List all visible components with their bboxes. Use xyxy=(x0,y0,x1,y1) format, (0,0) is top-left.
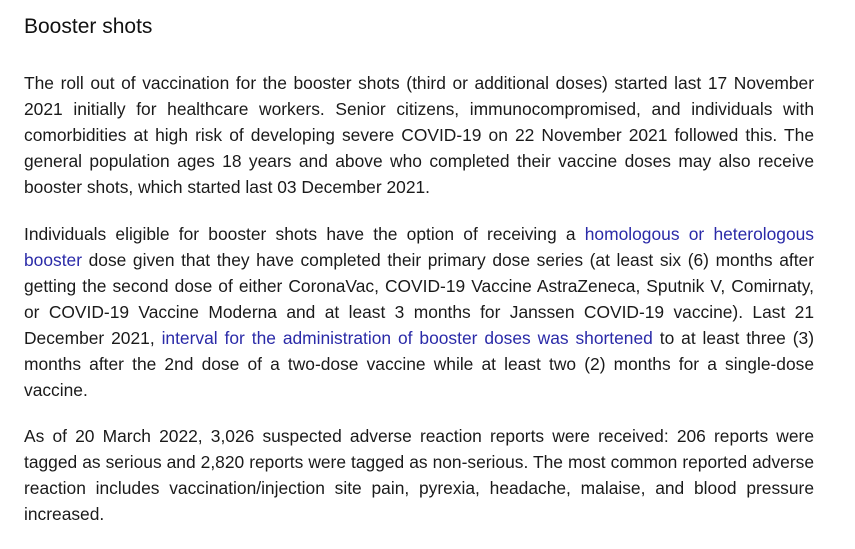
paragraph-eligibility-text-b: dose given that they have completed their primary dose series (at least six (6) months after getting the second dose of either CoronaVac, COVID-19 Vaccine AstraZeneca, Sputnik V, Comirnaty, or COVID-19 Vaccine Moderna and at least 3 months for Janssen COVID-19 vaccine). Last 21 December 2021, xyxy=(24,250,814,348)
booster-interval-shortened-link[interactable]: interval for the administration of booster doses was shortened xyxy=(161,328,653,348)
document-body xyxy=(24,12,814,547)
paragraph-eligibility-text-a: Individuals eligible for booster shots have the option of receiving a xyxy=(24,224,585,244)
paragraph-rollout: The roll out of vaccination for the booster shots (third or additional doses) started last 17 November 2021 initially for healthcare workers. Senior citizens, immunocompromised, and individuals with comorbidities at high risk of developing severe COVID-19 on 22 November 2021 followed this. The general population ages 18 years and above who completed their vaccine doses may also receive booster shots, which started last 03 December 2021. xyxy=(24,73,814,197)
paragraph-eligibility xyxy=(24,221,814,403)
paragraph-eligibility-text-c: to at least three (3) months after the 2nd dose of a two-dose vaccine while at least two (2) months for a single-dose vaccine. xyxy=(24,328,815,400)
paragraph-adverse-reactions: As of 20 March 2022, 3,026 suspected adverse reaction reports were received: 206 reports were tagged as serious and 2,820 reports were tagged as non-serious. The most common reported adverse reaction includes vaccination/injection site pain, pyrexia, headache, malaise, and blood pressure increased. xyxy=(24,426,814,524)
homologous-heterologous-booster-link[interactable]: homologous or heterologous booster xyxy=(24,224,814,270)
section-heading: Booster shots xyxy=(24,15,153,38)
